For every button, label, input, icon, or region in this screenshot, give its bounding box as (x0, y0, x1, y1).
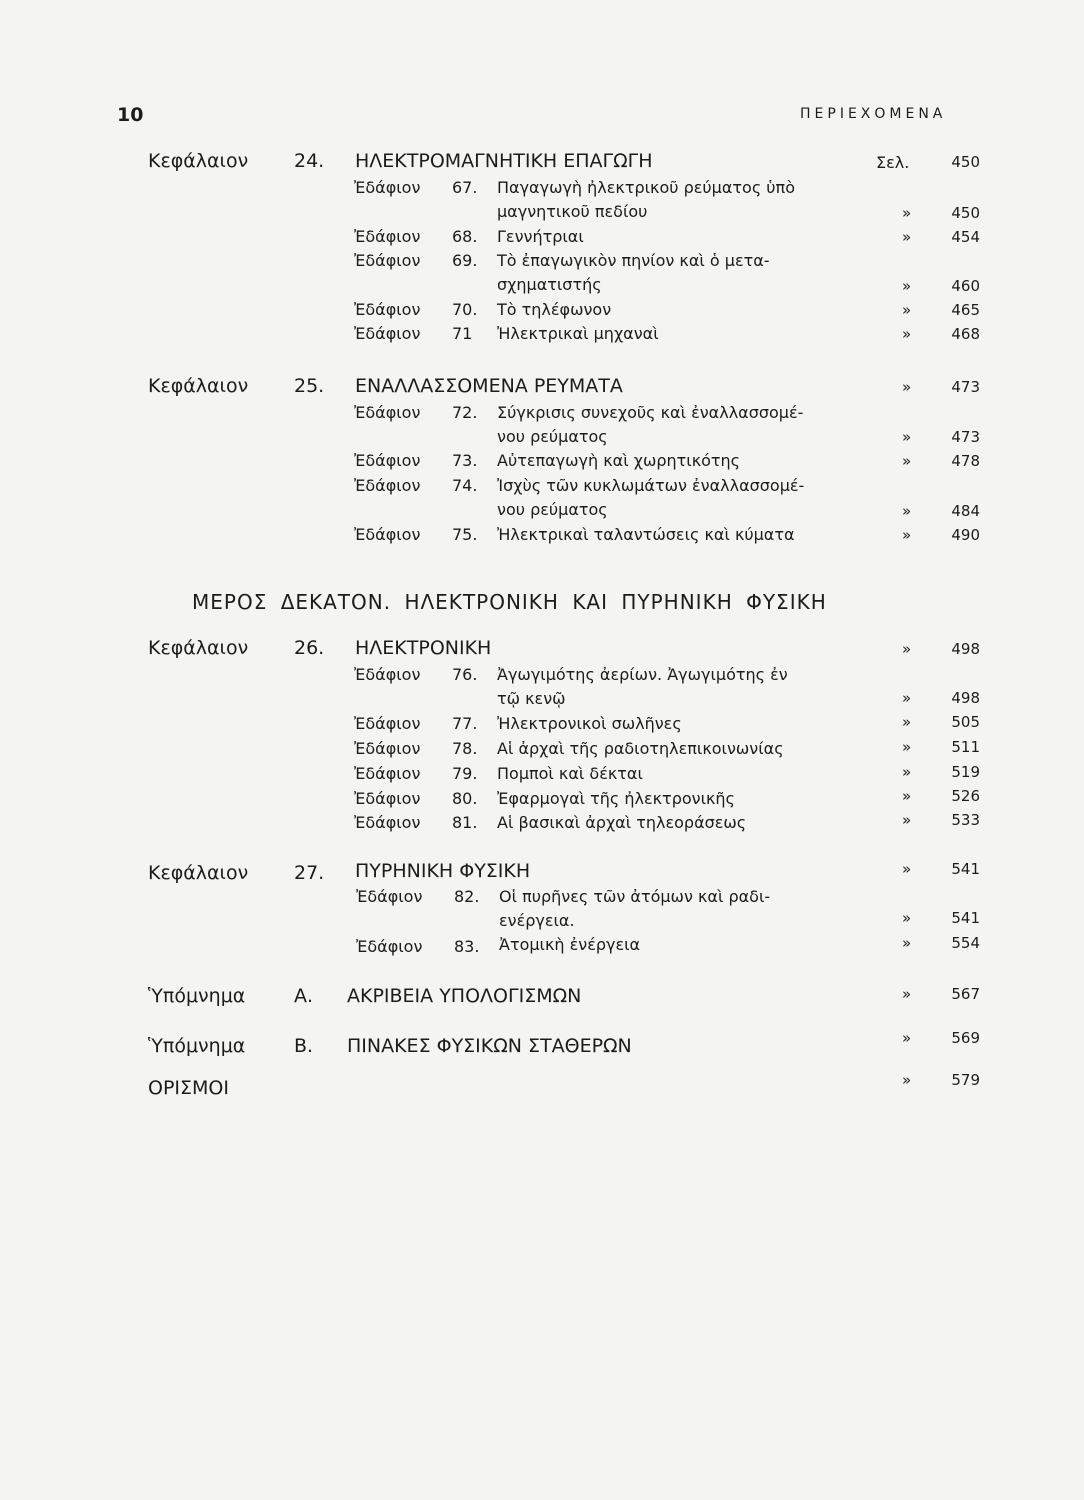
section-label: Ἐδάφιον (354, 324, 421, 343)
section-title-cont: νου ρεύματος (497, 427, 608, 446)
definitions-page: 579 (951, 1071, 980, 1089)
section-title: Σύγκρισις συνεχοῦς καὶ ἐναλλασσομέ- (497, 403, 804, 422)
section-title: Αἱ βασικαὶ ἀρχαὶ τηλεοράσεως (497, 813, 747, 832)
ditto-mark: » (902, 228, 912, 246)
ditto-mark: » (902, 452, 912, 470)
section-page: 478 (951, 452, 980, 470)
section-page: 468 (951, 325, 980, 343)
section-label: Ἐδάφιον (354, 178, 421, 197)
page-number: 10 (117, 104, 144, 126)
part-heading (192, 590, 827, 614)
chapter-title: ΠΥΡΗΝΙΚΗ ΦΥΣΙΚΗ (355, 860, 531, 882)
appendix-label: Ὑπόμνημα (148, 1035, 246, 1057)
ditto-mark: » (902, 713, 912, 731)
ditto-mark: » (902, 763, 912, 781)
section-number: 68. (452, 227, 478, 246)
section-label: Ἐδάφιον (354, 739, 421, 758)
section-page: 460 (951, 277, 980, 295)
section-page: 511 (951, 738, 980, 756)
chapter-label: Κεφάλαιον (148, 637, 249, 659)
appendix-page: 569 (951, 1029, 980, 1047)
section-number: 79. (452, 764, 478, 783)
section-page: 473 (951, 428, 980, 446)
section-page: 490 (951, 526, 980, 544)
section-label: Ἐδάφιον (354, 764, 421, 783)
section-label: Ἐδάφιον (354, 451, 421, 470)
running-title: ΠΕΡΙΕΧΟΜΕΝΑ (800, 106, 947, 122)
section-title: Ἰσχὺς τῶν κυκλωμάτων ἐναλλασσομέ- (497, 476, 805, 495)
ditto-mark: » (902, 787, 912, 805)
section-title: Ἠλεκτρικαὶ μηχαναὶ (497, 324, 659, 343)
section-label: Ἐδάφιον (354, 813, 421, 832)
section-number: 69. (452, 251, 478, 270)
section-number: 73. (452, 451, 478, 470)
ditto-mark: » (902, 909, 912, 927)
section-number: 67. (452, 178, 478, 197)
section-page: 484 (951, 502, 980, 520)
section-number: 72. (452, 403, 478, 422)
appendix-title: ΑΚΡΙΒΕΙΑ ΥΠΟΛΟΓΙΣΜΩΝ (347, 985, 582, 1007)
ditto-mark: » (902, 860, 912, 878)
section-label: Ἐδάφιον (354, 789, 421, 808)
section-title-cont: ενέργεια. (499, 911, 575, 930)
section-page: 505 (951, 713, 980, 731)
section-label: Ἐδάφιον (356, 937, 423, 956)
section-number: 71 (452, 324, 473, 343)
section-title: Ἠλεκτρικαὶ ταλαντώσεις καὶ κύματα (497, 525, 795, 544)
chapter-label: Κεφάλαιον (148, 150, 249, 172)
section-page: 533 (951, 811, 980, 829)
section-number: 75. (452, 525, 478, 544)
chapter-label: Κεφάλαιον (148, 375, 249, 397)
section-label: Ἐδάφιον (354, 251, 421, 270)
chapter-page: 450 (951, 153, 980, 171)
appendix-letter: Α. (294, 985, 314, 1007)
section-title-cont: νου ρεύματος (497, 500, 608, 519)
section-page: 554 (951, 934, 980, 952)
chapter-page: 498 (951, 640, 980, 658)
section-title-cont: μαγνητικοῦ πεδίου (497, 202, 648, 221)
section-page: 498 (951, 689, 980, 707)
section-title: Ἐφαρμογαὶ τῆς ἠλεκτρονικῆς (497, 789, 735, 808)
part-title: ΗΛΕΚΤΡΟΝΙΚΗ ΚΑΙ ΠΥΡΗΝΙΚΗ ΦΥΣΙΚΗ (404, 590, 827, 614)
ditto-mark: » (902, 502, 912, 520)
section-number: 70. (452, 300, 478, 319)
section-number: 81. (452, 813, 478, 832)
chapter-title: ΗΛΕΚΤΡΟΝΙΚΗ (355, 637, 492, 659)
ditto-mark: » (902, 811, 912, 829)
section-number: 74. (452, 476, 478, 495)
section-title-cont: τῷ κενῷ (497, 689, 566, 708)
section-label: Ἐδάφιον (356, 887, 423, 906)
chapter-page: 541 (951, 860, 980, 878)
section-title: Πομποὶ καὶ δέκται (497, 764, 643, 783)
chapter-number: 26. (294, 637, 325, 659)
ditto-mark: » (902, 689, 912, 707)
chapter-title: ΕΝΑΛΛΑΣΣΟΜΕΝΑ ΡΕΥΜΑΤΑ (355, 375, 623, 397)
section-label: Ἐδάφιον (354, 714, 421, 733)
section-page: 519 (951, 763, 980, 781)
ditto-mark: » (902, 934, 912, 952)
definitions-title: ΟΡΙΣΜΟΙ (148, 1077, 229, 1099)
section-number: 77. (452, 714, 478, 733)
ditto-mark: » (902, 1029, 912, 1047)
section-title: Παγαγωγὴ ἠλεκτρικοῦ ρεύματος ὑπὸ (497, 178, 795, 197)
section-number: 80. (452, 789, 478, 808)
section-title: Ἀτομικὴ ἐνέργεια (499, 935, 641, 954)
ditto-mark: » (902, 1071, 912, 1089)
section-title: Τὸ ἐπαγωγικὸν πηνίον καὶ ὁ μετα- (497, 251, 770, 270)
section-number: 82. (454, 887, 480, 906)
page-abbr: Σελ. (876, 153, 910, 172)
appendix-letter: Β. (294, 1035, 314, 1057)
chapter-page: 473 (951, 378, 980, 396)
chapter-number: 27. (294, 862, 325, 884)
ditto-mark: » (902, 277, 912, 295)
section-number: 83. (454, 937, 480, 956)
chapter-number: 24. (294, 150, 325, 172)
section-label: Ἐδάφιον (354, 665, 421, 684)
appendix-title: ΠΙΝΑΚΕΣ ΦΥΣΙΚΩΝ ΣΤΑΘΕΡΩΝ (347, 1035, 632, 1057)
appendix-label: Ὑπόμνημα (148, 985, 246, 1007)
chapter-number: 25. (294, 375, 325, 397)
ditto-mark: » (902, 526, 912, 544)
section-title-cont: σχηματιστής (497, 275, 602, 294)
chapter-label: Κεφάλαιον (148, 862, 249, 884)
section-page: 526 (951, 787, 980, 805)
section-number: 76. (452, 665, 478, 684)
section-page: 450 (951, 204, 980, 222)
section-label: Ἐδάφιον (354, 227, 421, 246)
ditto-mark: » (902, 325, 912, 343)
section-page: 541 (951, 909, 980, 927)
appendix-page: 567 (951, 985, 980, 1003)
section-label: Ἐδάφιον (354, 525, 421, 544)
section-page: 454 (951, 228, 980, 246)
section-title: Αἱ ἀρχαὶ τῆς ραδιοτηλεπικοινωνίας (497, 739, 784, 758)
section-title: Τὸ τηλέφωνον (497, 300, 612, 319)
chapter-title: ΗΛΕΚΤΡΟΜΑΓΝΗΤΙΚΗ ΕΠΑΓΩΓΗ (355, 150, 653, 172)
section-label: Ἐδάφιον (354, 300, 421, 319)
part-label: ΜΕΡΟΣ ΔΕΚΑΤΟΝ. (192, 590, 392, 614)
section-label: Ἐδάφιον (354, 476, 421, 495)
ditto-mark: » (902, 985, 912, 1003)
section-title: Ἠλεκτρονικοὶ σωλῆνες (497, 714, 682, 733)
section-title: Οἱ πυρῆνες τῶν ἀτόμων καὶ ραδι- (499, 887, 771, 906)
section-title: Γεννήτριαι (497, 227, 584, 246)
ditto-mark: » (902, 301, 912, 319)
section-title: Αὐτεπαγωγὴ καὶ χωρητικότης (497, 451, 741, 470)
ditto-mark: » (902, 378, 912, 396)
ditto-mark: » (902, 738, 912, 756)
section-number: 78. (452, 739, 478, 758)
section-label: Ἐδάφιον (354, 403, 421, 422)
section-page: 465 (951, 301, 980, 319)
ditto-mark: » (902, 640, 912, 658)
section-title: Ἀγωγιμότης ἀερίων. Ἀγωγιμότης ἐν (497, 665, 788, 684)
ditto-mark: » (902, 204, 912, 222)
ditto-mark: » (902, 428, 912, 446)
